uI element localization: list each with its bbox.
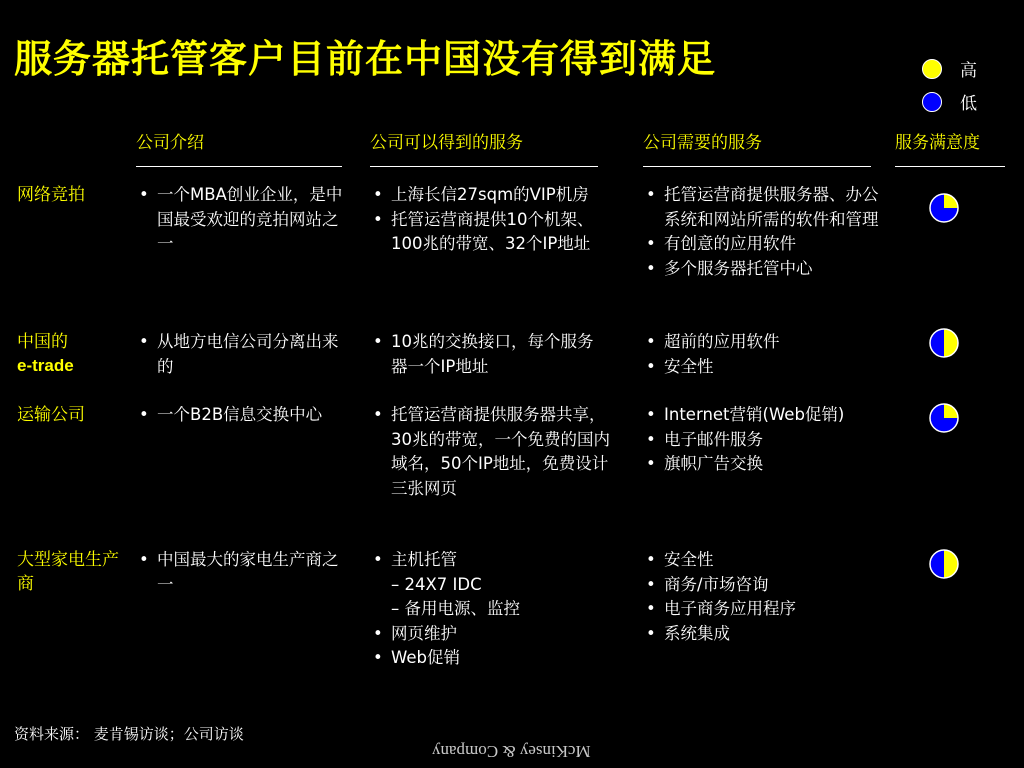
row-label-line2: e-trade — [17, 356, 74, 375]
list-item: • Web促销 — [370, 646, 615, 671]
satisfaction-pie-row3 — [928, 402, 960, 434]
legend-item-high — [922, 52, 977, 85]
source-note: 资料来源： 麦肯锡访谈；公司访谈 — [14, 725, 244, 743]
legend — [922, 52, 977, 118]
list-item: • 有创意的应用软件 — [643, 232, 888, 257]
row4-services-got — [370, 548, 615, 671]
list-item: • 电子商务应用程序 — [643, 597, 888, 622]
page-title: 服务器托管客户目前在中国没有得到满足 — [14, 37, 717, 81]
list-item: • 电子邮件服务 — [643, 428, 888, 453]
brand-footer: McKinsey & Company — [432, 742, 591, 761]
row1-services-got — [370, 183, 615, 257]
list-item: • 多个服务器托管中心 — [643, 257, 888, 282]
column-header-satisfaction: 服务满意度 — [895, 133, 980, 153]
list-item: • 系统集成 — [643, 622, 888, 647]
satisfaction-pie-row1 — [928, 192, 960, 224]
row1-intro — [136, 183, 344, 257]
row-label-line1: 中国的 — [17, 332, 68, 352]
column-header-intro: 公司介绍 — [136, 133, 204, 153]
list-item: • 托管运营商提供服务器共享，30兆的带宽，一个免费的国内域名，50个IP地址，免费设计三张网页 — [370, 403, 615, 501]
legend-low-swatch — [922, 92, 942, 112]
column-header-services-got: 公司可以得到的服务 — [370, 133, 523, 153]
legend-high-swatch — [922, 59, 942, 79]
pie-high-portion — [944, 550, 958, 578]
pie-high-portion — [944, 329, 958, 357]
list-item: – 24X7 IDC — [391, 574, 482, 594]
column-header-services-need: 公司需要的服务 — [643, 133, 762, 153]
list-item: • 商务/市场咨询 — [643, 573, 888, 598]
list-item: • 主机托管 — [370, 548, 615, 573]
list-item: • Internet营销(Web促销) — [643, 403, 888, 428]
list-item: • 中国最大的家电生产商之一 — [136, 548, 344, 597]
row2-services-got — [370, 330, 598, 379]
row4-services-need — [643, 548, 888, 646]
list-item: • 一个B2B信息交换中心 — [136, 403, 344, 428]
legend-item-low — [922, 85, 977, 118]
column-rule-services-need — [643, 166, 871, 167]
list-item: • 托管运营商提供服务器、办公系统和网站所需的软件和管理 — [643, 183, 888, 232]
list-item: • 从地方电信公司分离出来的 — [136, 330, 344, 379]
column-rule-satisfaction — [895, 166, 1005, 167]
list-item: • 安全性 — [643, 355, 888, 380]
list-item: • 托管运营商提供10个机架、100兆的带宽、32个IP地址 — [370, 208, 615, 257]
row-label-transport-company: 运输公司 — [17, 405, 85, 425]
list-item: • 旗帜广告交换 — [643, 452, 888, 477]
list-item: • 超前的应用软件 — [643, 330, 888, 355]
row3-services-got — [370, 403, 615, 501]
row3-services-need — [643, 403, 888, 477]
row2-services-need — [643, 330, 888, 379]
row3-intro — [136, 403, 344, 428]
legend-low-label: 低 — [960, 94, 977, 114]
list-item: • 上海长信27sqm的VIP机房 — [370, 183, 615, 208]
legend-high-label: 高 — [960, 61, 977, 81]
column-rule-services-got — [370, 166, 598, 167]
list-item: • 安全性 — [643, 548, 888, 573]
list-item: • 一个MBA创业企业，是中国最受欢迎的竞拍网站之一 — [136, 183, 344, 257]
row1-services-need — [643, 183, 888, 281]
row4-intro — [136, 548, 344, 597]
row2-intro — [136, 330, 344, 379]
satisfaction-pie-row2 — [928, 327, 960, 359]
row-label-appliance-maker: 大型家电生产商 — [17, 550, 119, 594]
column-rule-intro — [136, 166, 342, 167]
list-item: • 网页维护 — [370, 622, 615, 647]
list-item: – 备用电源、监控 — [391, 599, 520, 618]
row-label-china-etrade — [17, 330, 122, 378]
row-label-online-auction: 网络竞拍 — [17, 185, 85, 205]
satisfaction-pie-row4 — [928, 548, 960, 580]
list-item: • 10兆的交换接口，每个服务器一个IP地址 — [370, 330, 598, 379]
